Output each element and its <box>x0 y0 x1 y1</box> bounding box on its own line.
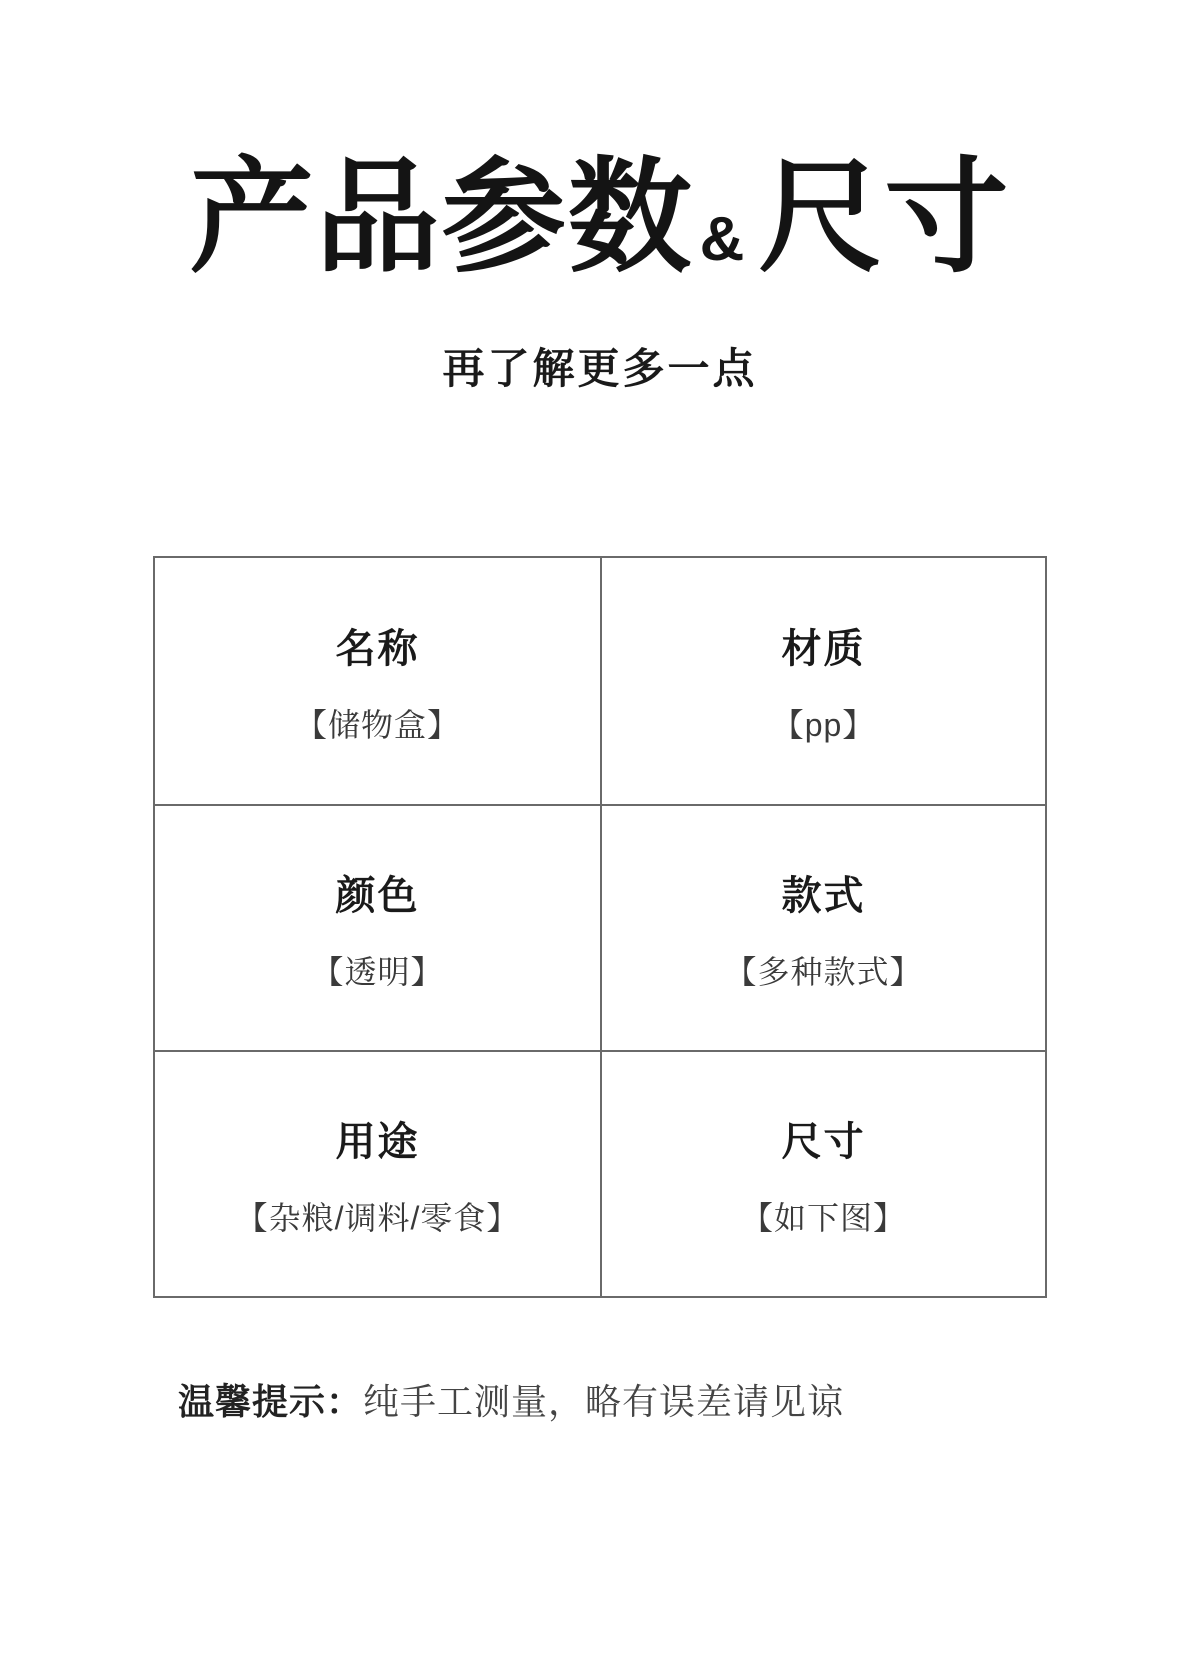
page-title <box>0 0 1200 286</box>
spec-value-style: 【多种款式】 <box>724 953 923 990</box>
spec-value-usage: 【杂粮/调料/零食】 <box>235 1199 520 1236</box>
spec-label-style: 款式 <box>781 873 866 918</box>
spec-cell-color <box>155 804 600 1050</box>
spec-label-size: 尺寸 <box>781 1119 866 1164</box>
spec-label-usage: 用途 <box>335 1119 420 1164</box>
title-ampersand: & <box>699 205 747 274</box>
spec-cell-material <box>600 558 1045 804</box>
title-text-left: 产品参数 <box>189 149 694 287</box>
spec-cell-name <box>155 558 600 804</box>
spec-label-name: 名称 <box>335 626 420 671</box>
spec-cell-style <box>600 804 1045 1050</box>
note-text: 纯手工测量，略有误差请见谅 <box>363 1381 845 1423</box>
measurement-note <box>178 1374 1200 1425</box>
spec-value-size: 【如下图】 <box>740 1199 906 1236</box>
note-prefix: 温馨提示： <box>178 1381 364 1423</box>
spec-label-color: 颜色 <box>335 873 420 918</box>
spec-cell-usage <box>155 1050 600 1296</box>
title-text-right: 尺寸 <box>758 149 1011 287</box>
spec-value-color: 【透明】 <box>311 953 444 990</box>
spec-value-name: 【储物盒】 <box>294 706 460 743</box>
page-subtitle: 再了解更多一点 <box>442 345 758 393</box>
spec-value-material: 【pp】 <box>771 706 876 743</box>
spec-cell-size <box>600 1050 1045 1296</box>
spec-table <box>153 556 1047 1298</box>
spec-label-material: 材质 <box>781 626 866 671</box>
